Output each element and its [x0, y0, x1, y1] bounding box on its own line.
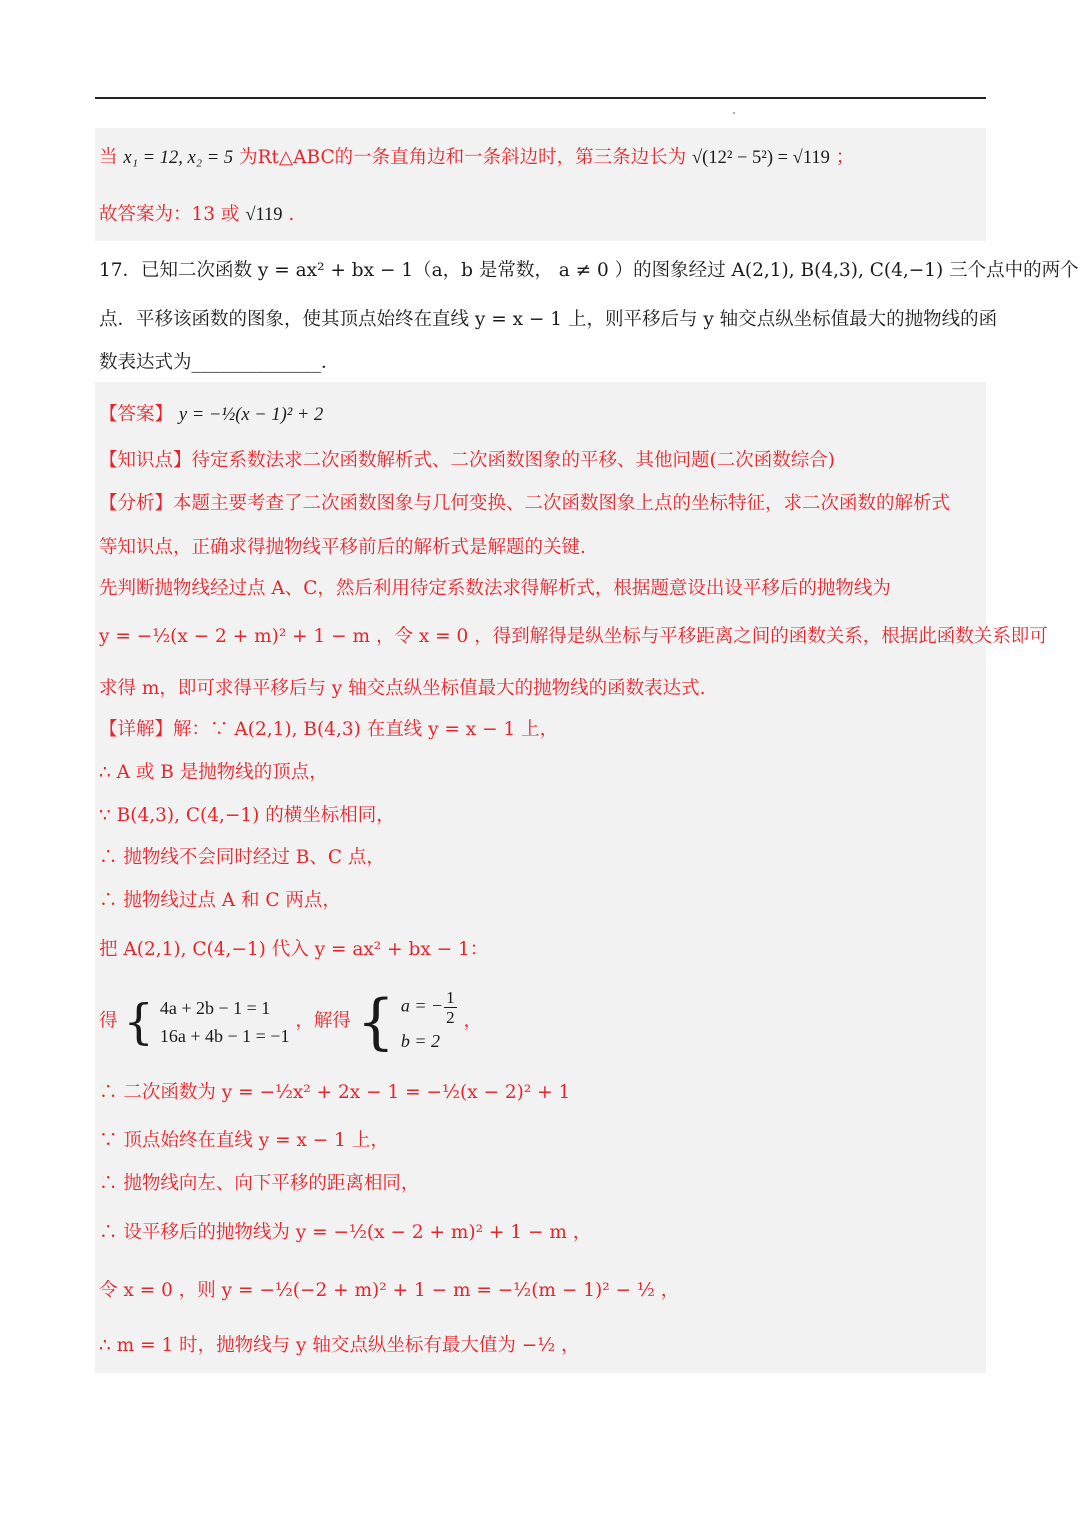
analysis-line-1: 【分析】本题主要考查了二次函数图象与几何变换、二次函数图象上点的坐标特征，求二次函数的解析式 — [99, 493, 951, 514]
analysis-line-3: 先判断抛物线经过点 A、C，然后利用待定系数法求得解析式，根据题意设出设平移后的抛物线为 — [99, 578, 891, 599]
left-brace-1: { — [123, 993, 154, 1050]
knowledge-line: 【知识点】待定系数法求二次函数解析式、二次函数图象的平移、其他问题(二次函数综合) — [99, 450, 835, 471]
analysis-label: 【分析】 — [99, 493, 174, 514]
detail-line-4: ∴ 抛物线不会同时经过 B、C 点， — [99, 847, 385, 868]
equation-system-1: 4a + 2b − 1 = 1 16a + 4b − 1 = −1 — [159, 997, 290, 1046]
question-line-1: 17．已知二次函数 y = ax² + bx − 1（a，b 是常数， a ≠ 0 ）的图象经过 A(2,1), B(4,3), C(4,−1) 三个点中的两个 — [99, 260, 1079, 281]
equation-system-2: a = − $\frac{1}{2}$ b = 2 — [400, 988, 455, 1051]
analysis-line-4: y = −½(x − 2 + m)² + 1 − m ，令 x = 0 ，得到解得是纵坐标与平移距离之间的函数关系，根据此函数关系即可 — [99, 626, 1048, 647]
detail-line-12: 令 x = 0 ，则 y = −½(−2 + m)² + 1 − m = −½(m − 1)² − ½ ， — [99, 1280, 680, 1301]
detail-line-5: ∴ 抛物线过点 A 和 C 两点， — [99, 890, 341, 911]
detail-label: 【详解】 — [99, 719, 174, 740]
detail-line-1: 【详解】解：∵ A(2,1), B(4,3) 在直线 y = x − 1 上， — [99, 719, 559, 740]
detail-line-7: 得 { 4a + 2b − 1 = 1 16a + 4b − 1 = −1 ，解得 { a = − $\frac{1}{2}$ b = 2 ， — [99, 986, 483, 1057]
analysis-line-5: 求得 m，即可求得平移后与 y 轴交点纵坐标值最大的抛物线的函数表达式. — [99, 678, 706, 699]
answer-line — [99, 397, 323, 433]
detail-line-13: ∴ m = 1 时，抛物线与 y 轴交点纵坐标有最大值为 −½ ， — [99, 1335, 580, 1356]
detail-line-9: ∵ 顶点始终在直线 y = x − 1 上， — [99, 1130, 389, 1151]
question-number: 17． — [99, 260, 142, 281]
detail-line-3: ∵ B(4,3), C(4,−1) 的横坐标相同， — [99, 805, 395, 826]
prev-line-1: 当 x₁ = 12, x₂ = 5 为Rt△ABC的一条直角边和一条斜边时，第三条边长为 √(12² − 5²) = √119 ； — [99, 147, 855, 168]
speck — [733, 112, 735, 114]
knowledge-label: 【知识点】 — [99, 450, 192, 471]
question-line-2: 点．平移该函数的图象，使其顶点始终在直线 y = x − 1 上，则平移后与 y 轴交点纵坐标值最大的抛物线的函 — [99, 309, 998, 330]
analysis-line-2: 等知识点，正确求得抛物线平移前后的解析式是解题的关键. — [99, 537, 586, 558]
detail-line-8: ∴ 二次函数为 y = −½x² + 2x − 1 = −½(x − 2)² + 1 — [99, 1082, 571, 1103]
detail-line-6: 把 A(2,1), C(4,−1) 代入 y = ax² + bx − 1： — [99, 939, 489, 960]
math-sqrt-expr: √(12² − 5²) = √119 — [692, 148, 830, 168]
math-x-values: x₁ = 12, x₂ = 5 — [123, 148, 234, 168]
detail-line-11: ∴ 设平移后的抛物线为 y = −½(x − 2 + m)² + 1 − m ， — [99, 1222, 592, 1243]
header-rule — [95, 97, 986, 99]
detail-line-2: ∴ A 或 B 是抛物线的顶点， — [99, 762, 328, 783]
prev-line-2: 故答案为：13 或 √119 . — [99, 204, 295, 225]
answer-math: y = −½(x − 1)² + 2 — [178, 405, 324, 425]
left-brace-2: { — [356, 986, 395, 1057]
math-sqrt-119: √119 — [245, 205, 283, 225]
detail-line-10: ∴ 抛物线向左、向下平移的距离相同， — [99, 1173, 420, 1194]
answer-label: 【答案】 — [99, 404, 174, 425]
question-line-3: 数表达式为______________． — [99, 352, 340, 373]
